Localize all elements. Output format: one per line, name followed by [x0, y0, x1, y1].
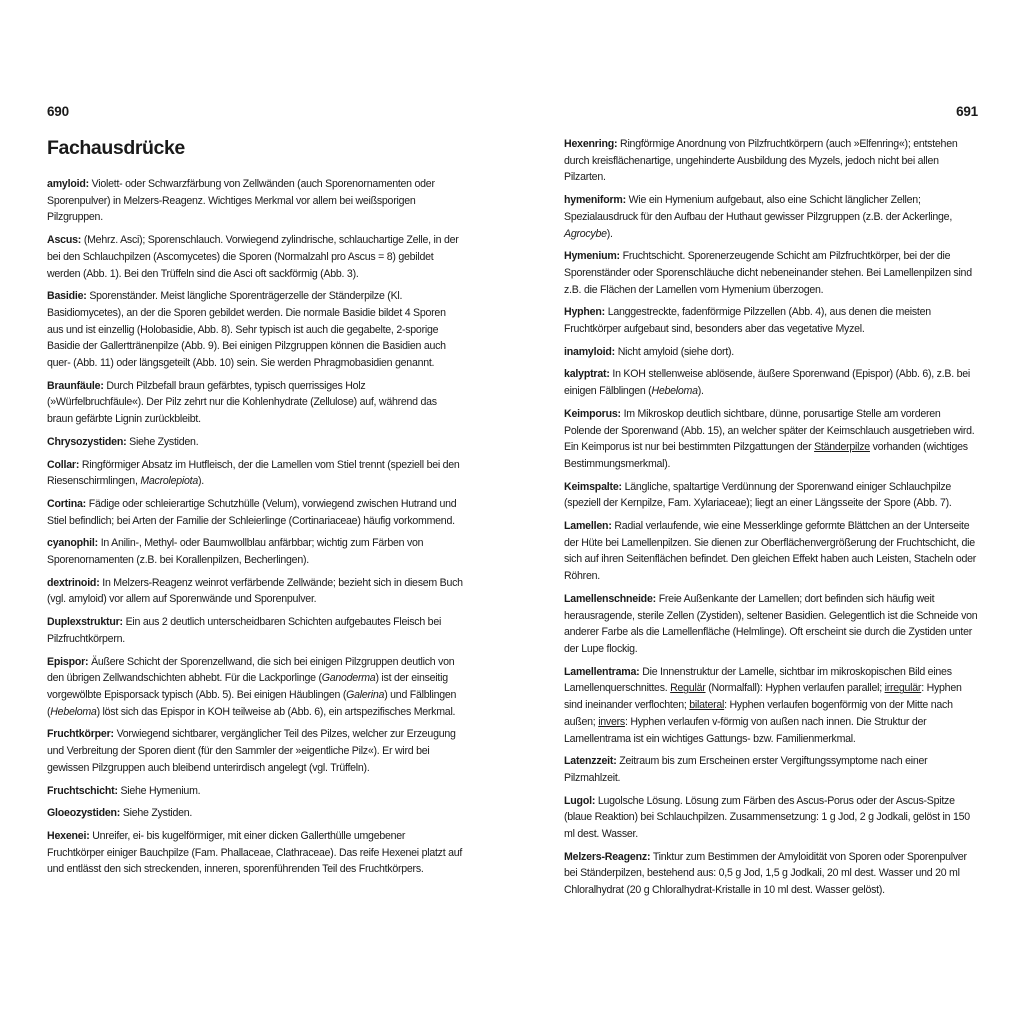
page-number: 690: [47, 104, 69, 119]
entry-definition: Siehe Zystiden.: [122, 807, 193, 820]
page-number: 691: [956, 104, 978, 119]
glossary-entry: [564, 518, 978, 585]
entry-term: kalyptrat:: [564, 368, 610, 381]
entry-term: inamyloid:: [564, 345, 615, 358]
right-page: [564, 0, 978, 1024]
entry-definition: Zeitraum bis zum Erscheinen erster Vergiftungssymptome nach einer Pilzmahlzeit.: [564, 755, 928, 784]
glossary-entry: [564, 366, 978, 399]
entry-underlined-term: Ständerpilze: [814, 441, 870, 454]
entry-term: Chrysozystiden:: [47, 435, 127, 448]
glossary-entry: [47, 434, 464, 451]
entry-term: Lamellentrama:: [564, 665, 640, 678]
entry-definition-end: vorhanden (wichtiges Bestimmungsmerkmal).: [564, 441, 968, 470]
entry-term: Gloeozystiden:: [47, 807, 121, 820]
entry-term: Basidie:: [47, 290, 87, 303]
entry-definition: Ein aus 2 deutlich unterscheidbaren Schichten aufgebautes Fleisch bei Pilzfruchtkörpern.: [47, 616, 442, 645]
entry-genus: Hebeloma: [651, 385, 698, 398]
entry-definition: Langgestreckte, fadenförmige Pilzzellen (Abb. 4), aus denen die meisten Fruchtkörper aufgebaut sind, besonders aber das vegetative Myzel.: [564, 306, 931, 336]
entry-definition: Siehe Zystiden.: [129, 435, 199, 448]
entry-definition: In Melzers-Reagenz weinrot verfärbende Zellwände; bezieht sich in diesem Buch (vgl. amyloid) vor allem auf Sporenwände und Sporenpulver.: [47, 576, 463, 606]
glossary-entry: [47, 535, 464, 568]
entry-definition: Längliche, spaltartige Verdünnung der Sporenwand einiger Schlauchpilze (speziell der Kernpilze, Fam. Xylariaceae); liegt an einer Längsseite der Spore (Abb. 7).: [564, 480, 952, 510]
entry-term: Lugol:: [564, 794, 596, 807]
glossary-list: [564, 136, 978, 905]
entry-term: amyloid:: [47, 178, 89, 190]
glossary-entry: [47, 232, 464, 282]
entry-definition: Ringförmiger Absatz im Hutfleisch, der die Lamellen vom Stiel trennt (speziell bei den Riesenschirmlingen,: [47, 458, 460, 488]
entry-definition-end: : Hyphen verlaufen v-förmig von außen nach innen. Die Struktur der Lamellentrama ist ein wichtiges Gattungs- bzw. Familienmerkmal.: [564, 715, 927, 745]
glossary-entry: [47, 828, 464, 878]
glossary-entry: [564, 753, 978, 786]
glossary-entry: [47, 496, 464, 529]
glossary-entry: [564, 192, 978, 242]
entry-definition: (Mehrz. Asci); Sporenschlauch. Vorwiegend zylindrische, schlauchartige Zelle, in der bei den Schlauchpilzen (Ascomycetes) die Sporen (Normalzahl pro Ascus = 8) gebildet werden (Abb. 1). Bei den Trüffeln sind die Asci oft sackförmig (Abb. 3).: [47, 234, 459, 280]
entry-definition: Die Innenstruktur der Lamelle, sichtbar im mikroskopischen Bild eines Lamellenquerschnittes.: [564, 665, 952, 695]
glossary-entry: [564, 664, 978, 748]
entry-term: hymeniform:: [564, 194, 626, 207]
entry-definition: Sporenständer. Meist längliche Sporenträgerzelle der Ständerpilze (Kl. Basidiomycetes), an der die Sporen gebildet werden. Die normale Basidie bildet 4 Sporen aus und ist einzellig (Holobasidie, Abb. 8). Sehr typisch ist auch die gegabelte, 2-sporige Basidie der Gallerttränenpilze (Abb. 9). Bei einigen Pilzgruppen können die Basidien auch quer- (Abb. 11) oder längsgeteilt (Abb. 10) sein. Sie werden Phragmobasidien genannt.: [47, 290, 446, 370]
entry-term: Lamellen:: [564, 520, 612, 533]
entry-definition: Freie Außenkante der Lamellen; dort befinden sich häufig weit herausragende, sterile Zellen (Zystiden), seltener Basidien. Gelegentlich ist die Schneide von anderer Farbe als die Lamellenfläche (Helmlinge). Oft erscheint sie durch die Zystiden unter der Lupe flockig.: [564, 592, 978, 655]
entry-definition-part: ) ist der einseitig vorgewölbte Episporsack typisch (Abb. 5). Bei einigen Häublingen (: [47, 672, 448, 701]
entry-term: Cortina:: [47, 497, 87, 510]
entry-term: Hexenring:: [564, 138, 618, 150]
entry-term: Lamellenschneide:: [564, 592, 656, 605]
entry-term: Keimspalte:: [564, 480, 622, 493]
entry-term: Fruchtkörper:: [47, 728, 114, 741]
entry-term: Hexenei:: [47, 829, 90, 842]
entry-definition-end: ) löst sich das Epispor in KOH teilweise ab (Abb. 6), ein artspezifisches Merkmal.: [96, 705, 456, 718]
entry-term: Duplexstruktur:: [47, 616, 123, 629]
entry-underlined-term: invers: [598, 715, 625, 728]
entry-term: Ascus:: [47, 234, 82, 247]
glossary-entry: [564, 849, 978, 899]
entry-definition: Ringförmige Anordnung von Pilzfruchtkörpern (auch »Elfenring«); entstehen durch kreisflächenartige, ungehinderte Ausbildung des Myzels, jedoch nicht bei allen Pilzarten.: [564, 138, 958, 184]
glossary-entry: [564, 793, 978, 843]
entry-genus: Macrolepiota: [140, 475, 198, 488]
entry-term: Collar:: [47, 458, 80, 471]
page-heading: Fachausdrücke: [47, 137, 185, 159]
entry-definition: Fruchtschicht. Sporenerzeugende Schicht am Pilzfruchtkörper, bei der die Sporenständer oder Sporenschläuche dicht nebeneinander stehen. Bei Lamellenpilzen sind z.B. die Flächen der Lamellen vom Hymenium überzogen.: [564, 250, 972, 296]
entry-definition: Radial verlaufende, wie eine Messerklinge geformte Blättchen an der Unterseite der Hüte bei Lamellenpilzen. Sie dienen zur Oberflächenvergrößerung der Fruchtschicht, die sich auf ihren Seitenflächen befindet. Den gleichen Effekt haben auch Leisten, Stacheln oder Röhren.: [564, 520, 977, 583]
glossary-entry: [564, 136, 978, 186]
glossary-entry: [47, 575, 464, 608]
glossary-entry: [564, 344, 978, 361]
glossary-entry: [564, 406, 978, 473]
glossary-entry: [564, 479, 978, 512]
entry-definition: Tinktur zum Bestimmen der Amyloidität von Sporen oder Sporenpulver bei Ständerpilzen, bestehend aus: 0,5 g Jod, 1,5 g Jodkali, 20 ml dest. Wasser und 20 ml Chloralhydrat (20 g Chloralhydrat-Kristalle in 10 ml dest. Wasser gelöst).: [564, 850, 967, 897]
glossary-entry: [47, 654, 464, 721]
left-page: [47, 0, 464, 1024]
entry-underlined-term: Regulär: [670, 682, 706, 695]
entry-underlined-term: bilateral: [689, 699, 725, 712]
glossary-entry: [564, 248, 978, 298]
entry-definition: In KOH stellenweise ablösende, äußere Sporenwand (Epispor) (Abb. 6), z.B. bei einigen Fälblingen (: [564, 368, 971, 398]
entry-definition-end: ).: [198, 475, 204, 488]
entry-definition-part: : Hyphen verlaufen bogenförmig von der Mitte nach außen;: [564, 699, 953, 728]
entry-definition: Äußere Schicht der Sporenzellwand, die sich bei einigen Pilzgruppen deutlich von den übrigen Zellwandschichten abhebt. Für die Lackporlinge (: [47, 655, 455, 685]
entry-term: Fruchtschicht:: [47, 784, 118, 797]
entry-definition: Durch Pilzbefall braun gefärbtes, typisch querrissiges Holz (»Würfelbruchfäule«). Der Pilz zehrt nur die Kohlenhydrate (Zellulose) auf, während das braun gefärbte Lignin zurückbleibt.: [47, 379, 437, 426]
entry-term: Epispor:: [47, 655, 89, 668]
entry-definition: Vorwiegend sichtbarer, vergänglicher Teil des Pilzes, welcher zur Erzeugung und Verbreitung der Sporen dient (für den Sammler der »eigentliche Pilz«). Er wird bei gewissen Pilzgruppen auch bleibend unterirdisch angelegt (vgl. Trüffeln).: [47, 728, 456, 774]
glossary-entry: [47, 726, 464, 776]
glossary-entry: [47, 176, 464, 226]
entry-term: Braunfäule:: [47, 379, 104, 392]
glossary-entry: [47, 805, 464, 822]
entry-definition: Nicht amyloid (siehe dort).: [617, 345, 734, 358]
entry-definition: Fädige oder schleierartige Schutzhülle (Velum), vorwiegend zwischen Hutrand und Stiel befindlich; bei Arten der Familie der Schleierlinge (Cortinariaceae) häufig vorkommend.: [47, 497, 457, 527]
glossary-entry: [564, 304, 978, 337]
glossary-entry: [47, 457, 464, 490]
entry-definition-part: : Hyphen sind ineinander verflochten;: [564, 682, 962, 712]
entry-definition: Wie ein Hymenium aufgebaut, also eine Schicht länglicher Zellen; Spezialausdruck für den Aufbau der Huthaut gewisser Pilzgruppen (z.B. der Ackerlinge,: [564, 194, 953, 223]
entry-term: Hymenium:: [564, 250, 620, 263]
entry-term: cyanophil:: [47, 537, 98, 550]
entry-genus: Hebeloma: [50, 705, 97, 718]
glossary-entry: [564, 591, 978, 658]
entry-definition: Siehe Hymenium.: [120, 784, 201, 797]
glossary-list: [47, 176, 464, 884]
entry-definition-part: ) und Fälblingen (: [47, 688, 457, 718]
entry-term: Hyphen:: [564, 306, 605, 319]
entry-term: Keimporus:: [564, 407, 621, 420]
entry-definition-end: ).: [606, 227, 613, 240]
entry-definition-end: ).: [697, 385, 704, 398]
entry-term: Melzers-Reagenz:: [564, 850, 651, 863]
glossary-entry: [47, 783, 464, 800]
entry-genus: Ganoderma: [321, 672, 376, 685]
entry-underlined-term: irregulär: [884, 682, 922, 695]
entry-definition-part: (Normalfall): Hyphen verlaufen parallel;: [705, 682, 885, 695]
entry-definition: Im Mikroskop deutlich sichtbare, dünne, porusartige Stelle am vorderen Polende der Sporenwand (Abb. 15), an welcher später der Keimschlauch ausgetrieben wird. Ein Keimporus ist nur bei bestimmten Pilzgattungen der: [564, 407, 975, 454]
entry-definition: Violett- oder Schwarzfärbung von Zellwänden (auch Sporenornamenten oder Sporenpulver) in Melzers-Reagenz. Wichtiges Merkmal vor allem bei weißsporigen Pilzgruppen.: [47, 178, 435, 224]
entry-definition: Unreifer, ei- bis kugelförmiger, mit einer dicken Gallerthülle umgebener Fruchtkörper einiger Bauchpilze (Fam. Phallaceae, Clathraceae). Das reife Hexenei platzt auf und entlässt den sich streckenden, inneren, sporenführenden Teil des Fruchtkörpers.: [47, 829, 463, 876]
glossary-entry: [47, 614, 464, 647]
entry-definition: Lugolsche Lösung. Lösung zum Färben des Ascus-Porus oder der Ascus-Spitze (blaue Reaktion) bei Schlauchpilzen. Zusammensetzung: 1 g Jod, 2 g Jodkali, gelöst in 150 ml dest. Wasser.: [564, 794, 970, 841]
entry-genus: Galerina: [346, 688, 385, 701]
entry-term: Latenzzeit:: [564, 755, 617, 768]
entry-definition: In Anilin-, Methyl- oder Baumwollblau anfärbbar; wichtig zum Färben von Sporenornamenten (z.B. bei Korallenpilzen, Becherlingen).: [47, 537, 424, 567]
entry-genus: Agrocybe: [564, 227, 607, 240]
glossary-entry: [47, 288, 464, 372]
entry-term: dextrinoid:: [47, 576, 100, 589]
glossary-entry: [47, 378, 464, 428]
